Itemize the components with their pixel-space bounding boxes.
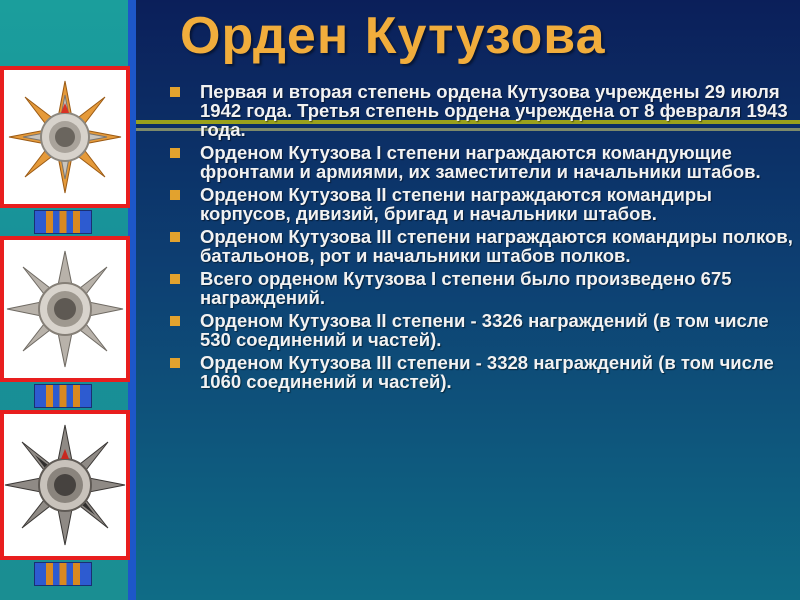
square-bullet-icon [170,358,180,368]
square-bullet-icon [170,274,180,284]
list-item [168,311,793,349]
medal-card-1 [0,66,130,208]
list-item-text: Орденом Кутузова II степени - 3326 награждений (в том числе 530 соединений и частей). [200,310,769,350]
list-item [168,143,793,181]
order-of-kutuzov-1st-class-icon [4,70,126,204]
list-item-text: Орденом Кутузова III степени награждаются командиры полков, батальонов, рот и начальники штабов полков. [200,226,793,266]
square-bullet-icon [170,148,180,158]
list-item-text: Орденом Кутузова III степени - 3328 награждений (в том числе 1060 соединений и частей). [200,352,774,392]
list-item-text: Первая и вторая степень ордена Кутузова учреждены 29 июля 1942 года. Третья степень ордена учреждена от 8 февраля 1943 года. [200,81,788,140]
list-item [168,353,793,391]
list-item [168,82,793,139]
square-bullet-icon [170,87,180,97]
order-of-kutuzov-3rd-class-icon [4,414,126,556]
square-bullet-icon [170,316,180,326]
medal-ribbon-3 [34,562,92,586]
medal-card-3 [0,410,130,560]
list-item [168,185,793,223]
medal-ribbon-1 [34,210,92,234]
list-item-text: Орденом Кутузова I степени награждаются командующие фронтами и армиями, их заместители и начальники штабов. [200,142,761,182]
bullet-list [168,82,793,395]
medal-ribbon-2 [34,384,92,408]
list-item [168,227,793,265]
list-item-text: Всего орденом Кутузова I степени было произведено 675 награждений. [200,268,732,308]
page-title: Орден Кутузова [180,7,606,65]
list-item [168,269,793,307]
square-bullet-icon [170,190,180,200]
order-of-kutuzov-2nd-class-icon [4,240,126,378]
list-item-text: Орденом Кутузова II степени награждаются командиры корпусов, дивизий, бригад и начальники штабов. [200,184,712,224]
square-bullet-icon [170,232,180,242]
medal-card-2 [0,236,130,382]
